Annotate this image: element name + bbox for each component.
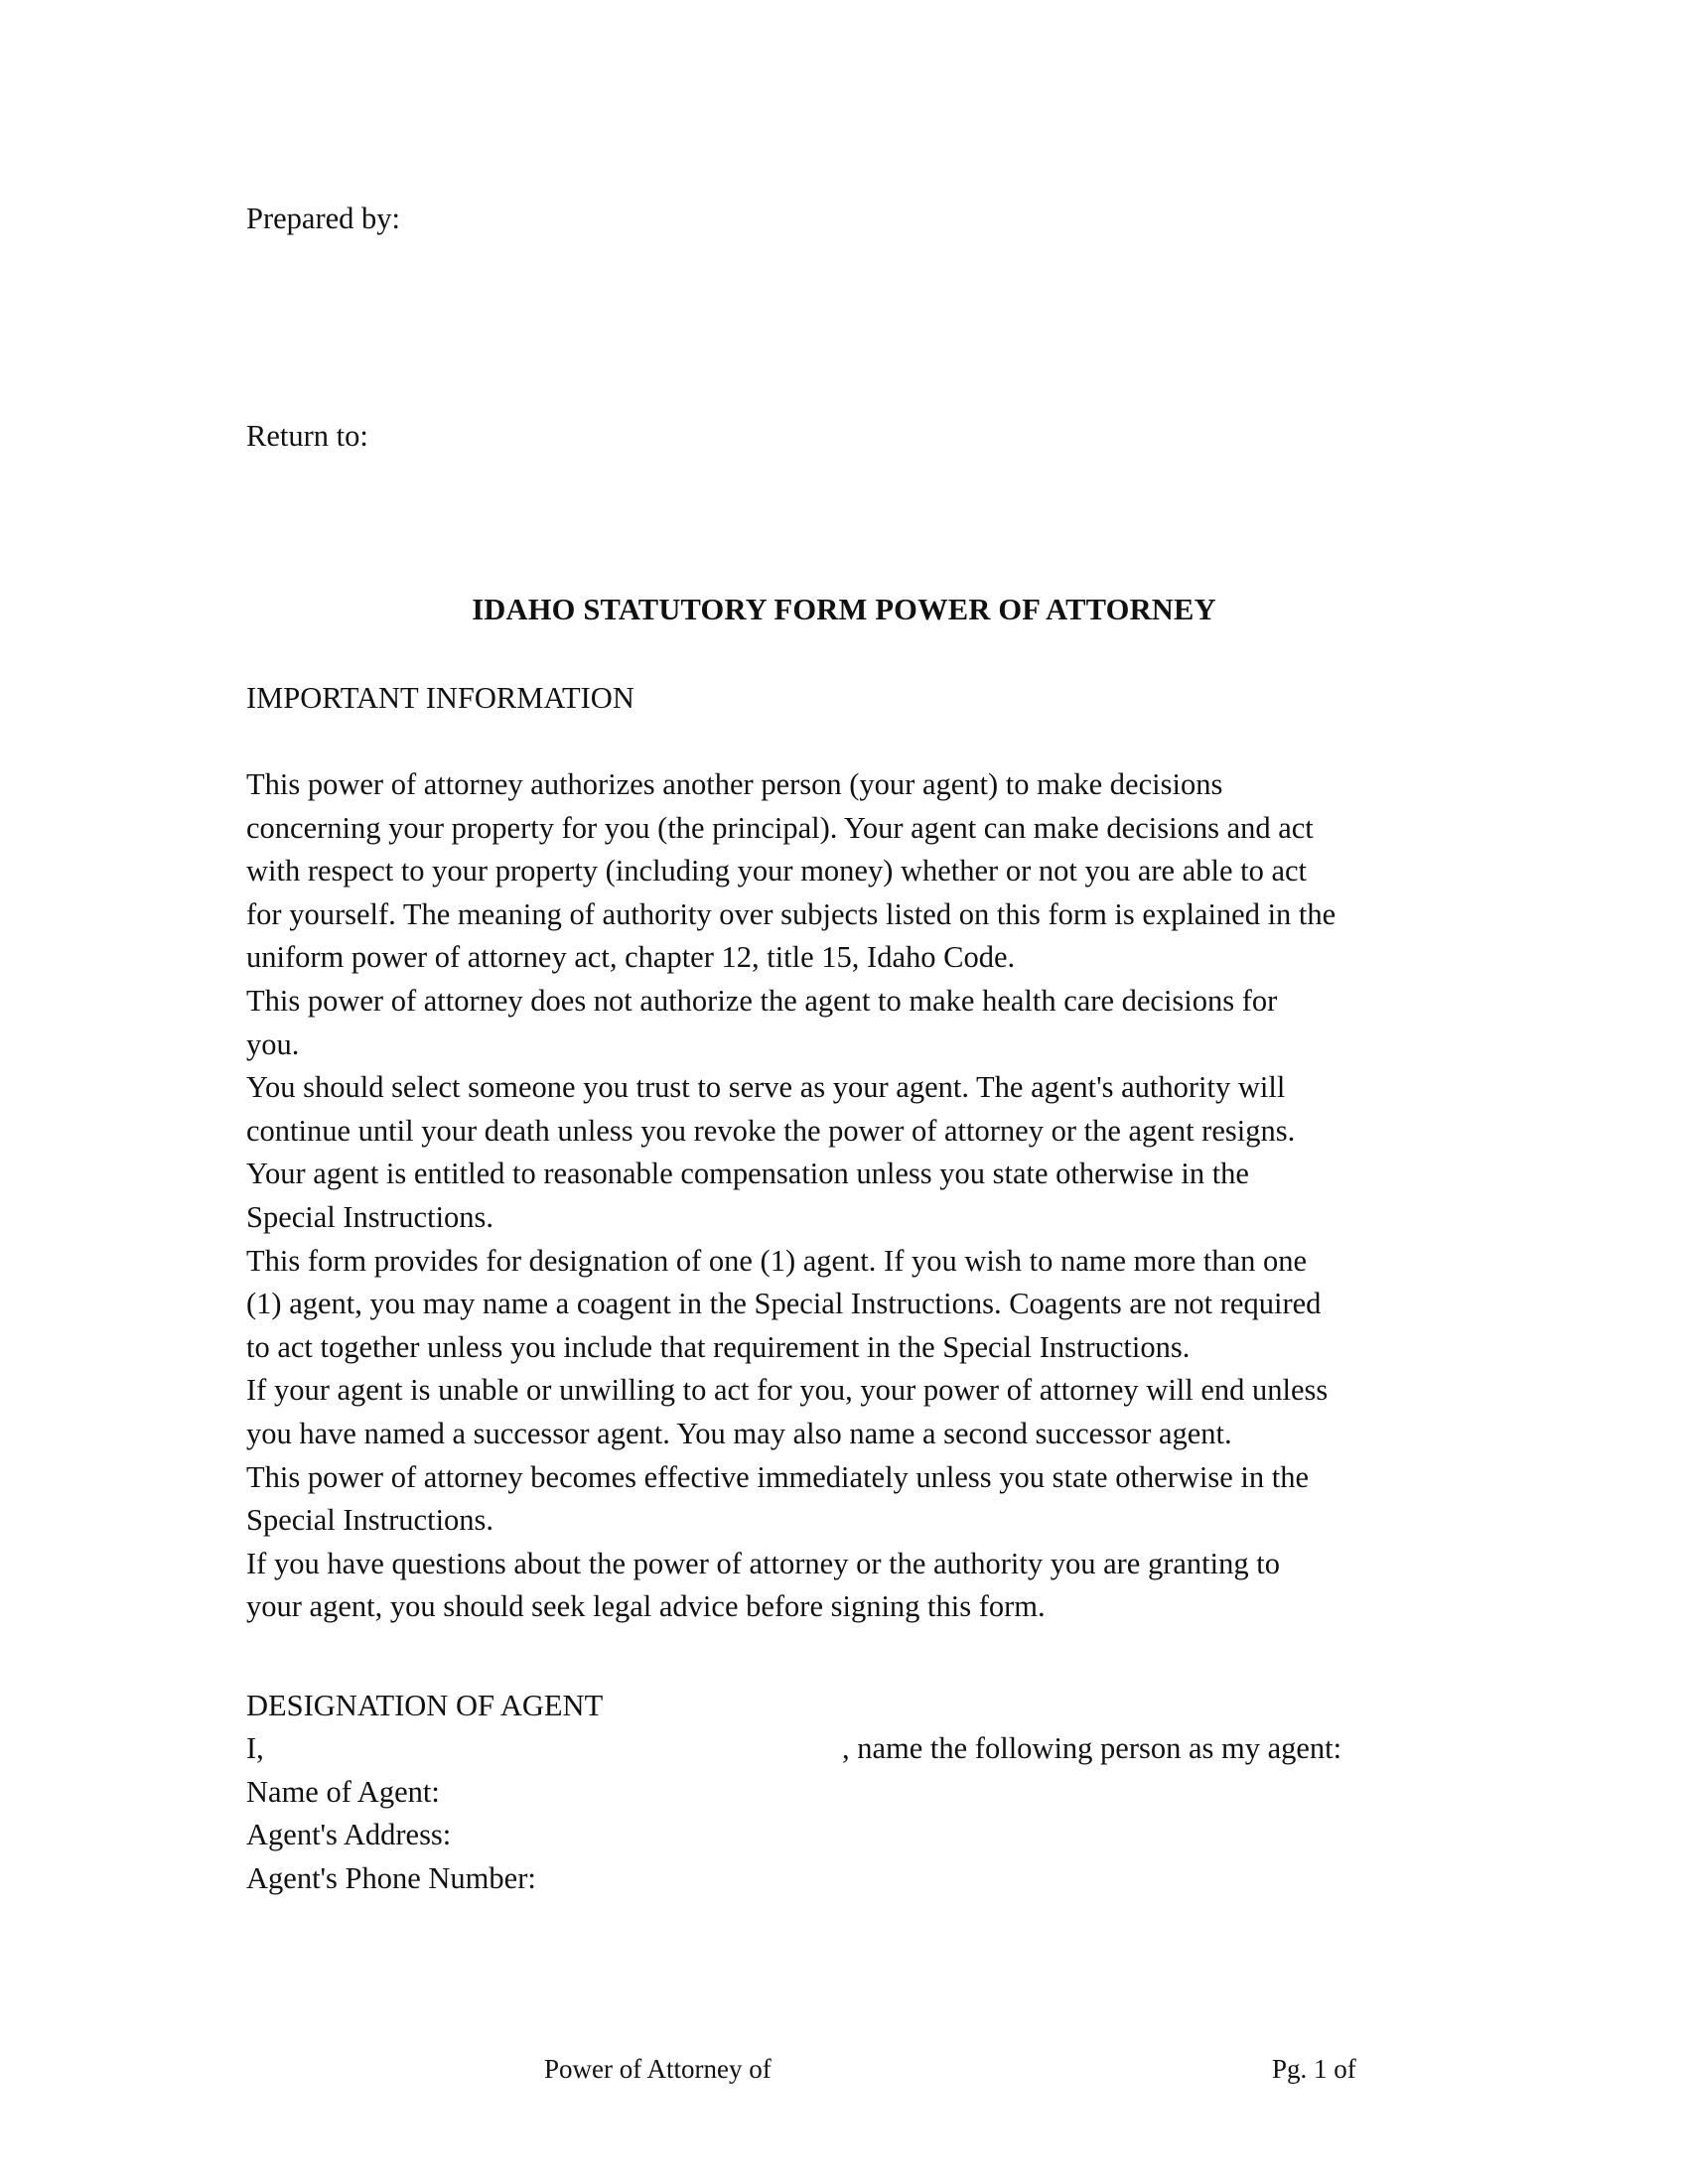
body-line: This power of attorney becomes effective immediately unless you state otherwise in the — [246, 1459, 1310, 1494]
footer-page-number: Pg. 1 of — [1272, 2054, 1356, 2084]
body-line: concerning your property for you (the principal). Your agent can make decisions and act — [246, 810, 1314, 845]
footer-document-name: Power of Attorney of — [544, 2054, 772, 2084]
principal-i-label: I, — [246, 1731, 264, 1765]
body-line: your agent, you should seek legal advice before signing this form. — [246, 1589, 1046, 1624]
body-line: (1) agent, you may name a coagent in the Special Instructions. Coagents are not required — [246, 1287, 1322, 1321]
body-line: to act together unless you include that requirement in the Special Instructions. — [246, 1329, 1191, 1364]
body-line: If you have questions about the power of attorney or the authority you are granting to — [246, 1546, 1280, 1580]
body-line: Special Instructions. — [246, 1503, 494, 1538]
body-line: This power of attorney does not authorize the agent to make health care decisions for — [246, 983, 1278, 1018]
body-line: Your agent is entitled to reasonable compensation unless you state otherwise in the — [246, 1157, 1249, 1191]
body-line: for yourself. The meaning of authority over subjects listed on this form is explained in the — [246, 896, 1336, 931]
body-line: you have named a successor agent. You may also name a second successor agent. — [246, 1416, 1232, 1450]
return-to-label: Return to: — [246, 419, 368, 453]
body-line: If your agent is unable or unwilling to act for you, your power of attorney will end unless — [246, 1373, 1329, 1408]
name-following-agent-text: , name the following person as my agent: — [842, 1731, 1342, 1765]
body-line: You should select someone you trust to serve as your agent. The agent's authority will — [246, 1070, 1286, 1105]
designation-of-agent-heading: DESIGNATION OF AGENT — [246, 1689, 604, 1722]
body-line: This power of attorney authorizes another person (your agent) to make decisions — [246, 767, 1223, 801]
document-title: IDAHO STATUTORY FORM POWER OF ATTORNEY — [472, 593, 1216, 626]
prepared-by-label: Prepared by: — [246, 202, 400, 235]
body-line: continue until your death unless you revoke the power of attorney or the agent resigns. — [246, 1113, 1296, 1148]
body-line: you. — [246, 1026, 300, 1061]
body-line: Special Instructions. — [246, 1199, 494, 1234]
important-information-body — [246, 763, 1458, 1629]
name-of-agent-label: Name of Agent: — [246, 1775, 440, 1809]
body-line: with respect to your property (including your money) whether or not you are able to act — [246, 854, 1308, 888]
body-line: uniform power of attorney act, chapter 12, title 15, Idaho Code. — [246, 940, 1016, 975]
important-information-heading: IMPORTANT INFORMATION — [246, 681, 634, 715]
body-line: This form provides for designation of one (1) agent. If you wish to name more than one — [246, 1243, 1308, 1278]
agent-address-label: Agent's Address: — [246, 1818, 452, 1851]
agent-phone-label: Agent's Phone Number: — [246, 1861, 536, 1895]
